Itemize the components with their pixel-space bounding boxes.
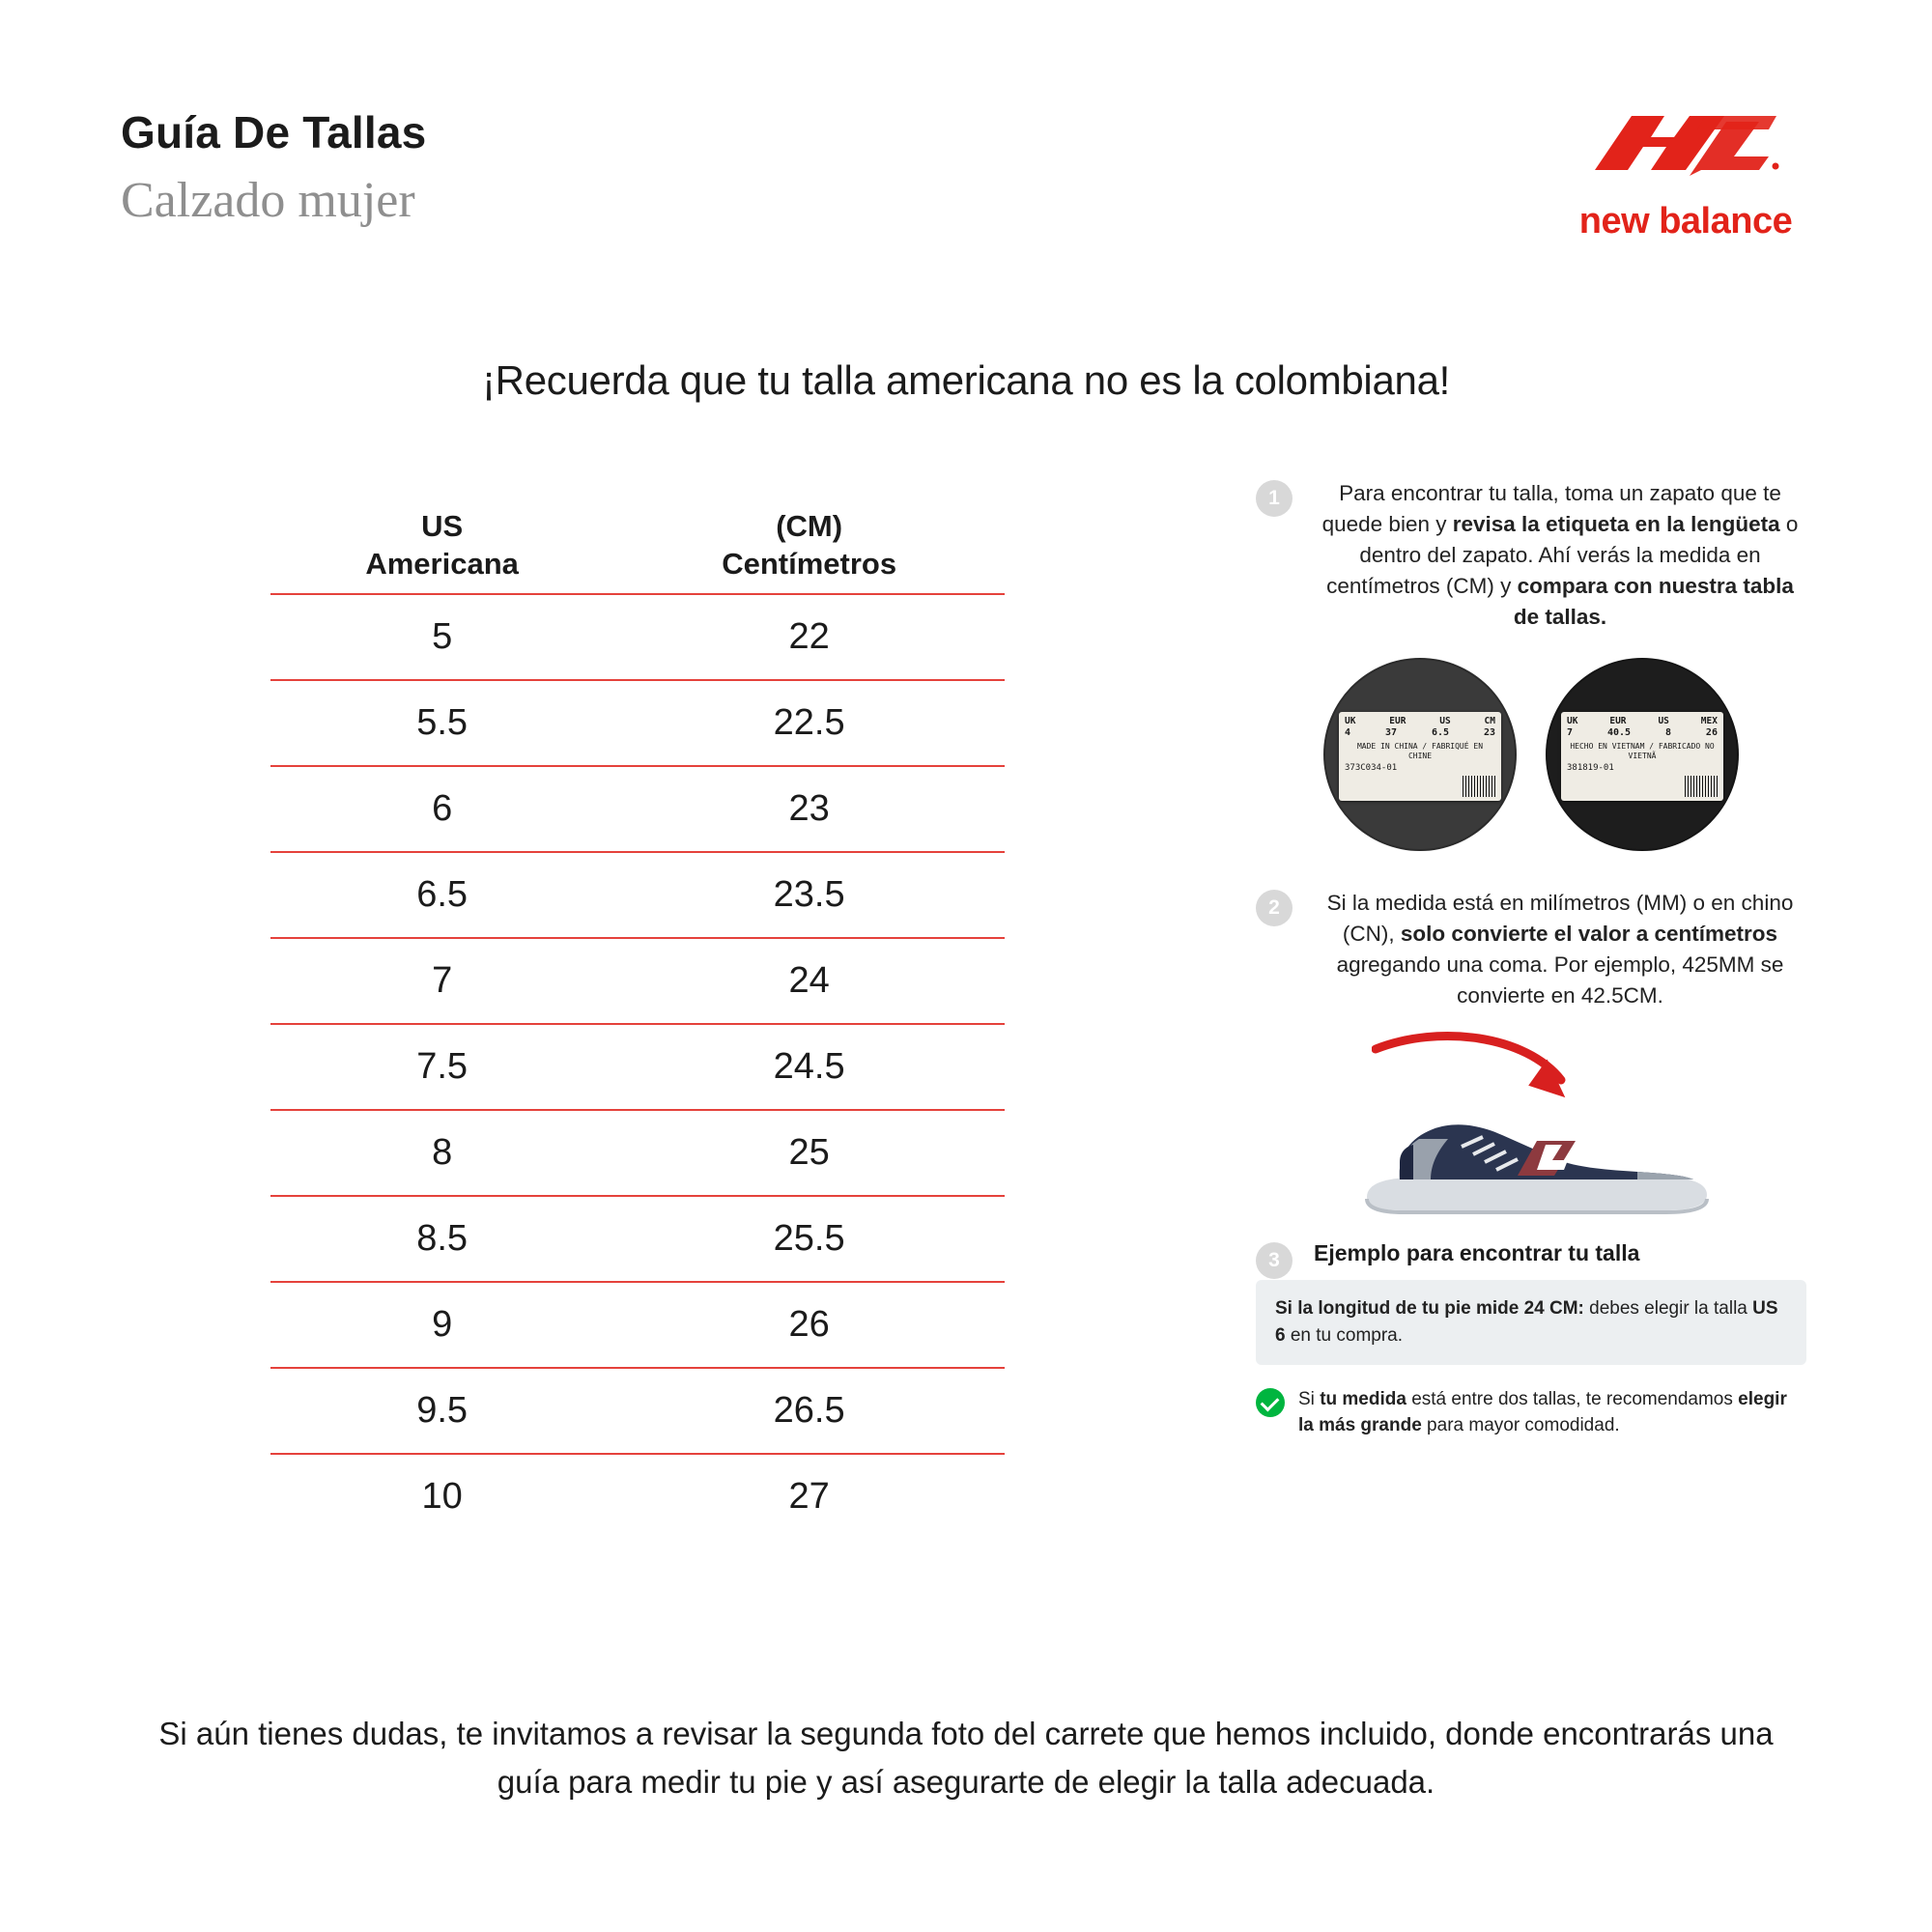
photo-rim — [1323, 658, 1517, 851]
shoe-label-photo-right — [1546, 658, 1739, 851]
label-origin-right: HECHO EN VIETNAM / FABRICADO NO VIETNÃ — [1570, 741, 1715, 760]
size-table-container — [270, 507, 1005, 1539]
column-header-cm: (CM) Centímetros — [722, 509, 897, 581]
table-row — [270, 1110, 1005, 1196]
sneaker-icon — [1348, 1083, 1724, 1228]
table-row — [270, 766, 1005, 852]
cell-cm: 22 — [613, 594, 1005, 680]
cell-cm: 26 — [613, 1282, 1005, 1368]
table-row — [270, 1024, 1005, 1110]
step-2-number: 2 — [1256, 890, 1293, 926]
column-header-us: US Americana — [365, 509, 519, 581]
cell-us: 7.5 — [270, 1024, 613, 1110]
cell-us: 8.5 — [270, 1196, 613, 1282]
label-code-right: 381819-01 — [1567, 763, 1614, 774]
cell-cm: 24.5 — [613, 1024, 1005, 1110]
label-values-left: 4 37 6.5 23 — [1345, 726, 1495, 738]
step-3-number: 3 — [1256, 1242, 1293, 1279]
brand-logo — [1560, 106, 1811, 242]
new-balance-nb-logo-icon — [1589, 106, 1782, 195]
label-headers-right: UK EUR US MEX — [1567, 715, 1718, 726]
table-row — [270, 938, 1005, 1024]
cell-us: 10 — [270, 1454, 613, 1539]
step-2-text: Si la medida está en milímetros (MM) o en chino (CN), solo convierte el valor a centímetros agregando una coma. Por ejemplo, 425MM se convierte en 42.5CM. — [1326, 890, 1794, 1008]
cell-cm: 25.5 — [613, 1196, 1005, 1282]
label-headers-left: UK EUR US CM — [1345, 715, 1495, 726]
label-values-right: 7 40.5 8 26 — [1567, 726, 1718, 738]
cell-cm: 25 — [613, 1110, 1005, 1196]
cell-us: 5.5 — [270, 680, 613, 766]
size-table — [270, 507, 1005, 1539]
step-3-tip-text: Si tu medida está entre dos tallas, te recomendamos elegir la más grande para mayor comodidad. — [1298, 1388, 1787, 1436]
page-title: Guía De Tallas — [121, 107, 427, 157]
step-3-title: Ejemplo para encontrar tu talla — [1314, 1240, 1640, 1266]
table-row — [270, 852, 1005, 938]
cell-us: 5 — [270, 594, 613, 680]
table-row — [270, 1196, 1005, 1282]
brand-wordmark: new balance — [1578, 201, 1793, 242]
shoe-illustration-block — [1256, 1030, 1806, 1233]
cell-cm: 22.5 — [613, 680, 1005, 766]
cell-us: 7 — [270, 938, 613, 1024]
cell-us: 6.5 — [270, 852, 613, 938]
step-1 — [1256, 478, 1806, 851]
step-1-text: Para encontrar tu talla, toma un zapato que te quede bien y revisa la etiqueta en la lengüeta o dentro del zapato. Ahí verás la medida en centímetros (CM) y compara con nuestra tabla de tallas. — [1321, 481, 1799, 629]
cell-us: 9 — [270, 1282, 613, 1368]
table-header-row — [270, 507, 1005, 594]
step-1-number: 1 — [1256, 480, 1293, 517]
footer-note: Si aún tienes dudas, te invitamos a revisar la segunda foto del carrete que hemos incluido, donde encontrarás una guía para medir tu pie y así asegurarte de elegir la talla adecuada. — [158, 1716, 1774, 1800]
page-subtitle: Calzado mujer — [121, 173, 415, 228]
cell-us: 6 — [270, 766, 613, 852]
step-2 — [1256, 888, 1806, 1234]
cell-cm: 24 — [613, 938, 1005, 1024]
page-header — [121, 106, 1811, 280]
cell-cm: 23.5 — [613, 852, 1005, 938]
label-origin-left: MADE IN CHINA / FABRIQUÉ EN CHINE — [1356, 741, 1484, 760]
cell-cm: 26.5 — [613, 1368, 1005, 1454]
cell-us: 9.5 — [270, 1368, 613, 1454]
shoe-label-photo-left — [1323, 658, 1517, 851]
cell-cm: 27 — [613, 1454, 1005, 1539]
cell-us: 8 — [270, 1110, 613, 1196]
size-table-body — [270, 594, 1005, 1539]
step-3-example-callout: Si la longitud de tu pie mide 24 CM: debes elegir la talla US 6 en tu compra. — [1256, 1280, 1806, 1364]
table-row — [270, 1282, 1005, 1368]
table-row — [270, 680, 1005, 766]
instructions-column — [1256, 478, 1806, 1439]
cell-cm: 23 — [613, 766, 1005, 852]
table-row — [270, 1368, 1005, 1454]
shoe-label-photos — [1256, 658, 1806, 851]
label-code-left: 373C034-01 — [1345, 763, 1398, 774]
headline: ¡Recuerda que tu talla americana no es la colombiana! — [481, 357, 1451, 403]
step-3 — [1256, 1240, 1806, 1438]
photo-rim — [1546, 658, 1739, 851]
table-row — [270, 1454, 1005, 1539]
table-row — [270, 594, 1005, 680]
check-circle-icon — [1256, 1388, 1285, 1417]
step-3-tip — [1256, 1386, 1806, 1439]
